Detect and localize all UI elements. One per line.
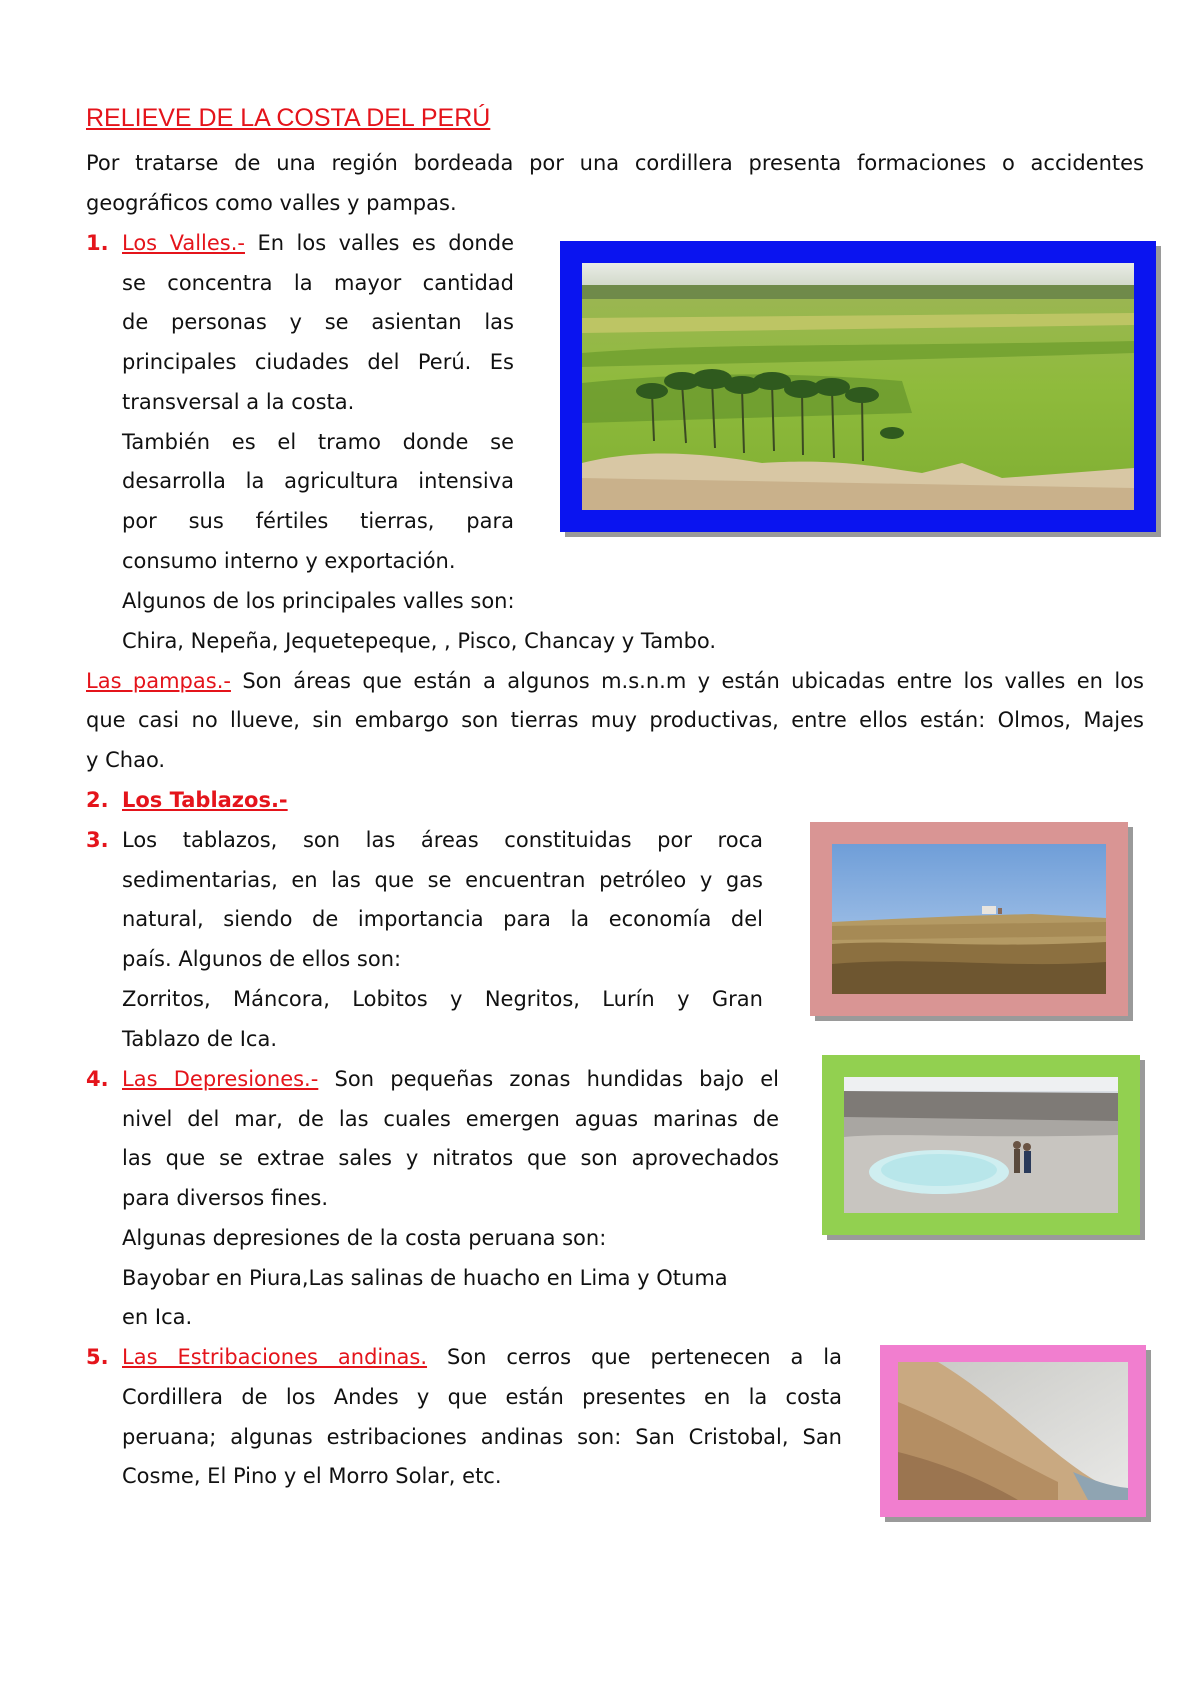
estribaciones-line-1: Cordillera de los Andes y que están presentes en la costa [122, 1385, 842, 1409]
depresiones-line-4: Algunas depresiones de la costa peruana son: [122, 1226, 607, 1250]
pampas-line-0: Las pampas.- Son áreas que están a algunos m.s.n.m y están ubicadas entre los valles en los [86, 669, 1144, 693]
estribacion-photo-frame [880, 1345, 1146, 1517]
valles-line-8: consumo interno y exportación. [122, 549, 456, 573]
tablazos-line-3: país. Algunos de ellos son: [122, 947, 402, 971]
tablazos-line-0: Los tablazos, son las áreas constituidas por roca [122, 828, 763, 852]
valles-line-1: se concentra la mayor cantidad [122, 271, 514, 295]
valles-heading: Los Valles.- [122, 231, 245, 255]
page-title: RELIEVE DE LA COSTA DEL PERÚ [86, 104, 491, 132]
valles-line-5: También es el tramo donde se [122, 430, 514, 454]
tablazos-line-1: sedimentarias, en las que se encuentran petróleo y gas [122, 868, 763, 892]
depresiones-line-5: Bayobar en Piura,Las salinas de huacho en Lima y Otuma [122, 1266, 728, 1290]
estribaciones-number: 5. [86, 1345, 109, 1369]
depresiones-heading: Las Depresiones.- [122, 1067, 319, 1091]
estribaciones-heading: Las Estribaciones andinas. [122, 1345, 428, 1369]
pampas-line-2: y Chao. [86, 748, 166, 772]
depresiones-line-3: para diversos fines. [122, 1186, 329, 1210]
pampas-heading: Las pampas.- [86, 669, 231, 693]
tablazo-photo [832, 844, 1106, 994]
valles-line-3: principales ciudades del Perú. Es [122, 350, 514, 374]
intro-line-2: geográficos como valles y pampas. [86, 191, 457, 215]
tablazos-number: 2. [86, 788, 109, 812]
depresiones-line-0: Las Depresiones.- Son pequeñas zonas hundidas bajo el [122, 1067, 779, 1091]
tablazos-line-5: Tablazo de Ica. [122, 1027, 278, 1051]
tablazos-heading: Los Tablazos.- [122, 788, 288, 812]
valley-photo-frame [560, 241, 1156, 532]
tablazos-line-4: Zorritos, Máncora, Lobitos y Negritos, Lurín y Gran [122, 987, 763, 1011]
valles-line-9: Algunos de los principales valles son: [122, 589, 515, 613]
valles-line-6: desarrolla la agricultura intensiva [122, 469, 514, 493]
estribaciones-line-3: Cosme, El Pino y el Morro Solar, etc. [122, 1464, 502, 1488]
estribaciones-line-0: Las Estribaciones andinas. Son cerros que pertenecen a la [122, 1345, 842, 1369]
valles-line-0: Los Valles.- En los valles es donde [122, 231, 514, 255]
tablazos-heading-line [122, 781, 288, 819]
estribaciones-line-2: peruana; algunas estribaciones andinas son: San Cristobal, San [122, 1425, 842, 1449]
valles-number: 1. [86, 231, 109, 255]
estribacion-photo [898, 1362, 1128, 1500]
depresiones-line-1: nivel del mar, de las cuales emergen aguas marinas de [122, 1107, 779, 1131]
tablazos-line-2: natural, siendo de importancia para la economía del [122, 907, 763, 931]
valley-photo [582, 263, 1134, 510]
valles-line-10: Chira, Nepeña, Jequetepeque, , Pisco, Chancay y Tambo. [122, 629, 717, 653]
tablazo-photo-frame [810, 822, 1128, 1016]
valles-line-7: por sus fértiles tierras, para [122, 509, 514, 533]
depresiones-number: 4. [86, 1067, 109, 1091]
depresion-photo-frame [822, 1055, 1140, 1235]
pampas-line-1: que casi no llueve, sin embargo son tierras muy productivas, entre ellos están: Olmos, Majes [86, 708, 1144, 732]
valles-line-2: de personas y se asientan las [122, 310, 514, 334]
valles-line-4: transversal a la costa. [122, 390, 355, 414]
depresiones-line-6: en Ica. [122, 1305, 193, 1329]
depresiones-line-2: las que se extrae sales y nitratos que son aprovechados [122, 1146, 779, 1170]
tablazos-number-2: 3. [86, 828, 109, 852]
depresion-photo [844, 1077, 1118, 1213]
intro-line-1: Por tratarse de una región bordeada por una cordillera presenta formaciones o accidentes [86, 151, 1144, 175]
